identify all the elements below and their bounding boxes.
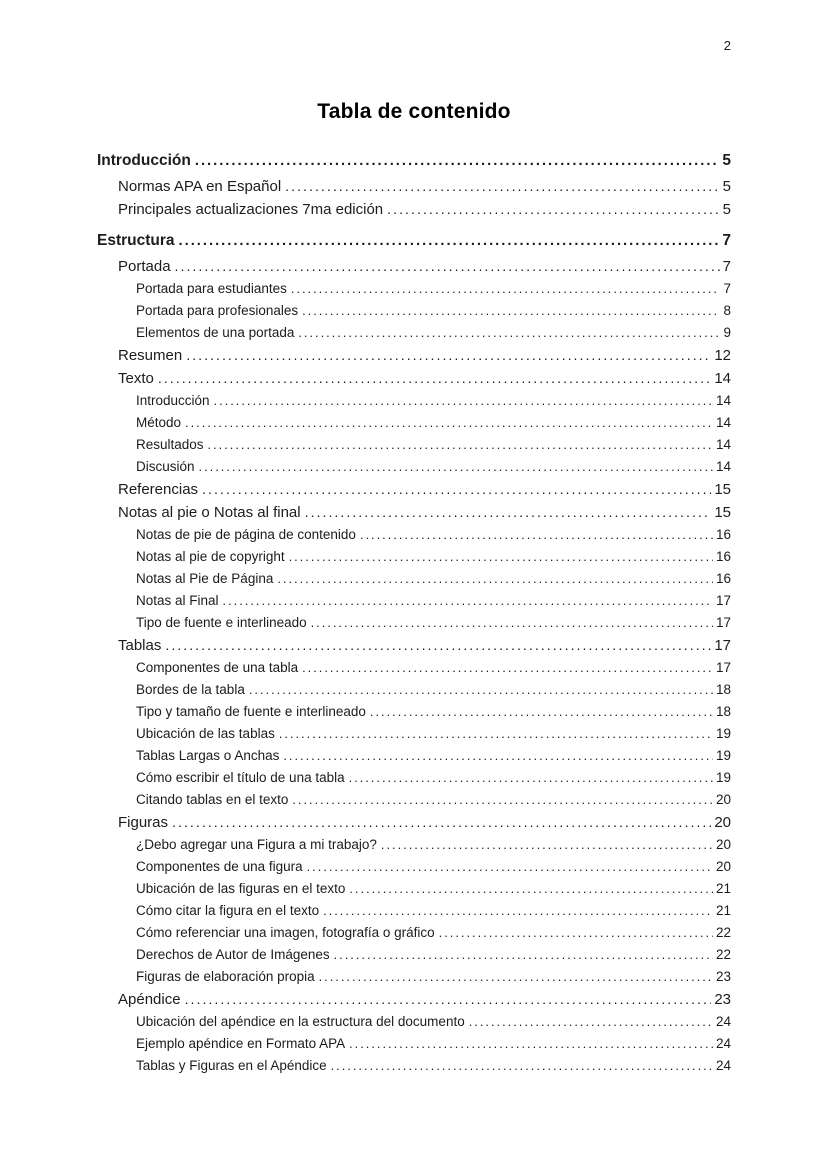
toc-entry-label: Citando tablas en el texto [136,792,289,807]
toc-entry-label: Notas de pie de página de contenido [136,527,356,542]
toc-leader-dots [381,834,713,856]
toc-entry-page: 14 [715,415,731,430]
toc-entry-page: 14 [715,393,731,408]
toc-entry-label: Ubicación de las tablas [136,726,275,741]
toc-entry-label: Componentes de una tabla [136,660,299,675]
toc-entry-page: 17 [715,615,731,630]
toc-leader-dots [302,657,713,679]
toc-leader-dots [349,767,713,789]
toc-entry[interactable] [97,922,731,944]
toc-entry[interactable] [97,834,731,856]
toc-entry-label: Principales actualizaciones 7ma edición [118,201,384,218]
toc-entry[interactable] [97,456,731,478]
toc-entry-label: Cómo citar la figura en el texto [136,903,320,918]
toc-entry-page: 19 [715,770,731,785]
toc-leader-dots [158,368,711,390]
toc-entry[interactable] [97,256,731,278]
toc-entry-label: Tipo de fuente e interlineado [136,615,307,630]
toc-leader-dots [319,966,713,988]
toc-entry-label: Resultados [136,437,204,452]
toc-entry-page: 17 [715,593,731,608]
toc-entry[interactable] [97,767,731,789]
toc-entry-page: 12 [714,347,731,364]
toc-entry[interactable] [97,322,731,344]
toc-entry-page: 18 [715,682,731,697]
toc-entry[interactable] [97,524,731,546]
toc-entry[interactable] [97,723,731,745]
toc-entry-page: 14 [714,370,731,387]
toc-leader-dots [186,345,711,367]
toc-entry-page: 20 [715,837,731,852]
toc-entry-label: Notas al Final [136,593,219,608]
toc-entry-label: Tablas Largas o Anchas [136,748,280,763]
toc-entry-label: Texto [118,370,154,387]
toc-leader-dots [277,568,713,590]
toc-leader-dots [289,546,713,568]
toc-leader-dots [331,1055,713,1077]
toc-entry-page: 22 [715,925,731,940]
toc-entry-label: Introducción [136,393,210,408]
toc-leader-dots [307,856,713,878]
toc-entry[interactable] [97,278,731,300]
toc-leader-dots [439,922,713,944]
toc-entry-page: 5 [722,201,731,218]
toc-entry-label: Componentes de una figura [136,859,303,874]
toc-entry-page: 23 [714,991,731,1008]
toc-entry-label: Discusión [136,459,195,474]
toc-entry[interactable] [97,479,731,501]
toc-leader-dots [223,590,713,612]
toc-leader-dots [283,745,713,767]
toc-entry[interactable] [97,230,731,252]
toc-leader-dots [469,1011,713,1033]
toc-entry-page: 24 [715,1014,731,1029]
toc-entry[interactable] [97,368,731,390]
toc-entry-label: Tipo y tamaño de fuente e interlineado [136,704,366,719]
toc-leader-dots [349,878,713,900]
page-number: 2 [723,38,731,53]
toc-entry[interactable] [97,856,731,878]
toc-entry-label: Portada para profesionales [136,303,299,318]
toc-entry-label: Portada [118,258,171,275]
toc-leader-dots [175,256,720,278]
toc-entry-label: Derechos de Autor de Imágenes [136,947,330,962]
toc-entry-page: 20 [715,792,731,807]
toc-entry-page: 7 [722,258,731,275]
toc-entry[interactable] [97,1011,731,1033]
toc-leader-dots [202,479,711,501]
toc-entry-page: 16 [715,549,731,564]
toc-entry-label: Ejemplo apéndice en Formato APA [136,1036,346,1051]
toc-entry[interactable] [97,900,731,922]
toc-entry-label: Notas al pie de copyright [136,549,285,564]
toc-leader-dots [195,150,720,172]
toc-entry-page: 16 [715,527,731,542]
toc-entry-page: 14 [715,459,731,474]
toc-entry-label: Ubicación de las figuras en el texto [136,881,346,896]
toc-entry-page: 21 [715,903,731,918]
toc-leader-dots [179,230,720,252]
toc-entry-label: Ubicación del apéndice en la estructura del documento [136,1014,465,1029]
toc-entry-page: 20 [714,814,731,831]
toc-entry[interactable] [97,789,731,811]
table-of-contents [97,150,731,1077]
toc-entry[interactable] [97,657,731,679]
toc-entry-label: Método [136,415,182,430]
toc-entry-label: Introducción [97,152,191,169]
toc-leader-dots [387,199,720,221]
toc-entry[interactable] [97,434,731,456]
toc-entry[interactable] [97,568,731,590]
toc-entry-page: 9 [723,325,731,340]
toc-entry-label: Normas APA en Español [118,178,282,195]
toc-entry[interactable] [97,300,731,322]
toc-leader-dots [279,723,713,745]
toc-entry-label: Apéndice [118,991,181,1008]
toc-entry[interactable] [97,745,731,767]
toc-entry-label: Resumen [118,347,183,364]
toc-entry-label: Elementos de una portada [136,325,295,340]
toc-entry-page: 15 [714,481,731,498]
toc-leader-dots [298,322,720,344]
toc-entry[interactable] [97,502,731,524]
toc-entry-page: 23 [715,969,731,984]
toc-entry[interactable] [97,878,731,900]
toc-leader-dots [292,789,713,811]
toc-entry-label: Tablas y Figuras en el Apéndice [136,1058,327,1073]
toc-entry-label: Portada para estudiantes [136,281,287,296]
toc-leader-dots [305,502,712,524]
toc-entry-label: ¿Debo agregar una Figura a mi trabajo? [136,837,377,852]
toc-leader-dots [208,434,713,456]
toc-entry[interactable] [97,150,731,172]
toc-entry[interactable] [97,412,731,434]
toc-entry-page: 19 [715,726,731,741]
toc-entry[interactable] [97,635,731,657]
toc-entry-page: 19 [715,748,731,763]
toc-entry-label: Referencias [118,481,199,498]
toc-entry[interactable] [97,812,731,834]
toc-entry-page: 14 [715,437,731,452]
toc-entry-label: Figuras de elaboración propia [136,969,315,984]
toc-entry-page: 16 [715,571,731,586]
toc-entry[interactable] [97,199,731,221]
toc-entry-page: 17 [714,637,731,654]
toc-leader-dots [349,1033,713,1055]
toc-entry-page: 7 [722,232,731,249]
toc-entry-page: 24 [715,1058,731,1073]
toc-entry[interactable] [97,1033,731,1055]
toc-leader-dots [172,812,711,834]
toc-leader-dots [199,456,713,478]
toc-entry-page: 15 [714,504,731,521]
toc-entry-label: Cómo referenciar una imagen, fotografía o gráfico [136,925,435,940]
toc-entry-page: 20 [715,859,731,874]
toc-entry-label: Figuras [118,814,169,831]
toc-entry[interactable] [97,176,731,198]
toc-entry-page: 7 [723,281,731,296]
toc-leader-dots [249,679,713,701]
toc-leader-dots [370,701,713,723]
toc-entry-page: 24 [715,1036,731,1051]
toc-leader-dots [302,300,720,322]
toc-entry-page: 17 [715,660,731,675]
toc-leader-dots [214,390,713,412]
toc-entry-label: Estructura [97,232,175,249]
toc-entry-page: 22 [715,947,731,962]
toc-leader-dots [185,412,713,434]
toc-entry-label: Tablas [118,637,162,654]
toc-entry[interactable] [97,546,731,568]
toc-entry[interactable] [97,989,731,1011]
toc-leader-dots [291,278,721,300]
toc-leader-dots [323,900,713,922]
toc-entry[interactable] [97,345,731,367]
toc-entry[interactable] [97,390,731,412]
toc-leader-dots [334,944,713,966]
toc-leader-dots [165,635,711,657]
toc-leader-dots [185,989,712,1011]
toc-entry-page: 5 [722,152,731,169]
toc-entry-label: Cómo escribir el título de una tabla [136,770,345,785]
toc-entry-label: Notas al Pie de Página [136,571,274,586]
toc-entry[interactable] [97,944,731,966]
toc-entry[interactable] [97,701,731,723]
toc-leader-dots [311,612,713,634]
toc-leader-dots [360,524,713,546]
toc-entry-page: 18 [715,704,731,719]
toc-entry-label: Notas al pie o Notas al final [118,504,301,521]
toc-entry[interactable] [97,679,731,701]
page-title: Tabla de contenido [317,100,511,123]
toc-leader-dots [285,176,720,198]
toc-entry[interactable] [97,966,731,988]
toc-entry-page: 21 [715,881,731,896]
toc-entry[interactable] [97,612,731,634]
toc-entry-page: 8 [723,303,731,318]
toc-entry-page: 5 [722,178,731,195]
toc-entry[interactable] [97,590,731,612]
toc-entry[interactable] [97,1055,731,1077]
toc-entry-label: Bordes de la tabla [136,682,245,697]
